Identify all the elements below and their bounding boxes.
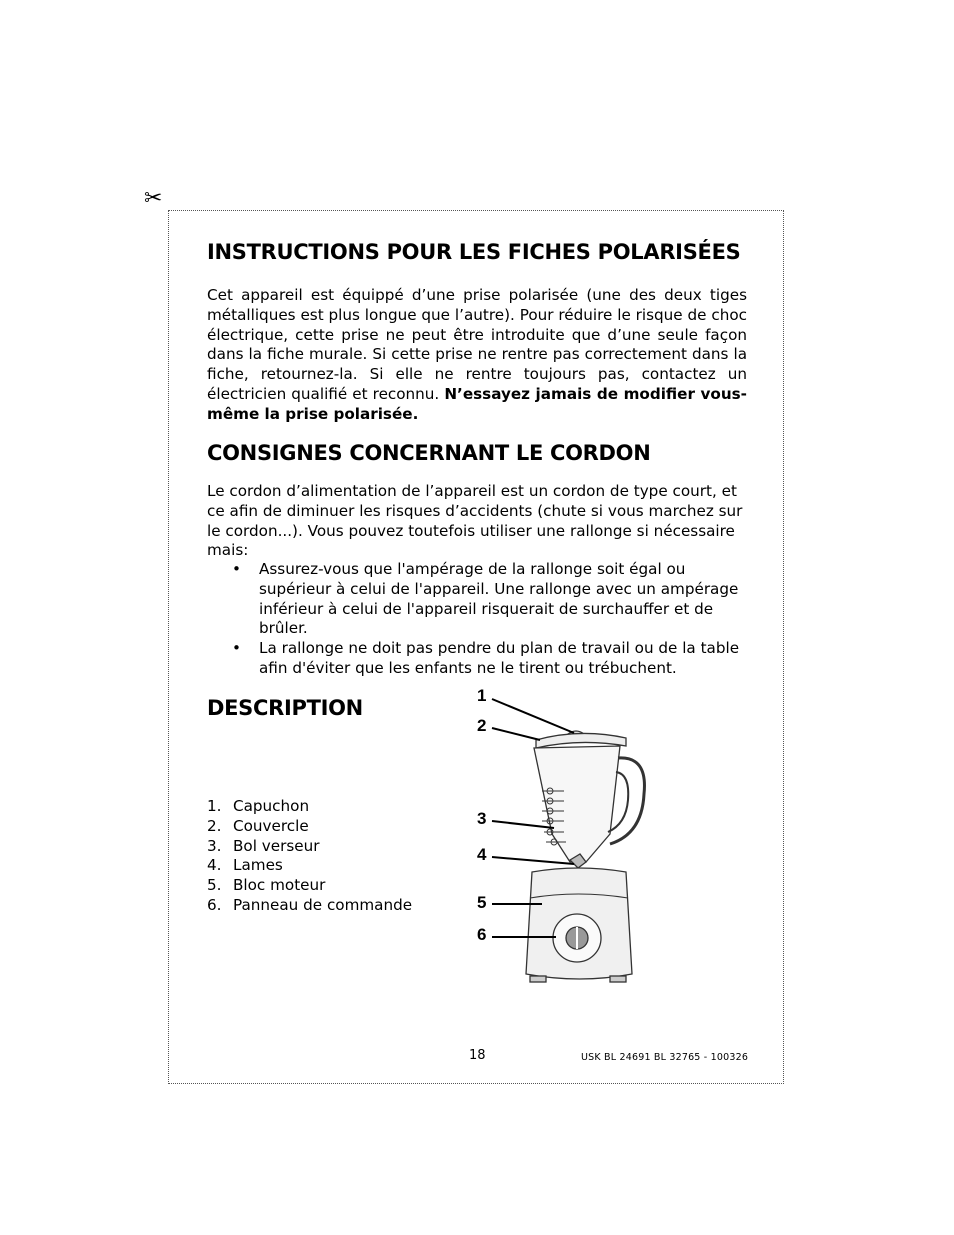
part-number: 4.	[207, 856, 222, 875]
callout-4: 4	[477, 845, 487, 864]
callout-5: 5	[477, 893, 487, 912]
section-title-cord: CONSIGNES CONCERNANT LE CORDON	[207, 441, 651, 465]
bullet-text: Assurez-vous que l'ampérage de la rallonge soit égal ou supérieur à celui de l'appareil. Une rallonge avec un ampérage inférieur à celui de l'appareil risquerait de surchauffer et de brûler.	[259, 560, 739, 638]
part-number: 2.	[207, 816, 222, 835]
polarized-plug-warning: N’essayez jamais de modifier vous-même la prise polarisée.	[207, 384, 747, 423]
part-number: 1.	[207, 797, 222, 815]
jug-shape	[534, 746, 620, 862]
cord-paragraph: Le cordon d’alimentation de l’appareil est un cordon de type court, et ce afin de diminuer les risques d’accidents (chute si vous marchez sur le cordon...). Vous pouvez toutefois utiliser une rallonge si nécessaire mais:	[207, 482, 743, 560]
part-number: 6.	[207, 895, 222, 914]
part-number: 3.	[207, 836, 222, 855]
list-item	[207, 837, 412, 857]
part-label: Panneau de commande	[233, 895, 413, 914]
callout-1: 1	[477, 686, 487, 705]
list-item	[207, 639, 747, 679]
part-label: Couvercle	[233, 816, 309, 835]
list-item	[207, 856, 412, 876]
part-label: Bloc moteur	[233, 876, 326, 895]
polarized-plug-paragraph	[207, 286, 747, 425]
list-item	[207, 876, 412, 896]
part-label: Bol verseur	[233, 836, 320, 855]
list-item	[207, 817, 412, 837]
list-item	[207, 797, 412, 817]
callout-3: 3	[477, 809, 487, 828]
list-item	[207, 896, 412, 916]
section-title-description: DESCRIPTION	[207, 696, 363, 720]
page-number: 18	[469, 1048, 486, 1063]
bullet-icon: •	[232, 639, 241, 658]
document-code: USK BL 24691 BL 32765 - 100326	[581, 1052, 749, 1063]
part-label: Lames	[233, 856, 283, 875]
parts-list	[207, 797, 412, 916]
callout-6: 6	[477, 925, 487, 944]
callout-2: 2	[477, 716, 487, 735]
bullet-icon: •	[232, 560, 241, 578]
cord-bullet-list	[207, 560, 747, 679]
polarized-plug-text: Cet appareil est équippé d’une prise polarisée (une des deux tiges métalliques est plus longue que l’autre). Pour réduire le risque de choc électrique, cette prise ne peut être introduite que d’une seule façon dans la fiche murale. Si cette prise ne rentre pas correctement dans la fiche, retournez-la. Si elle ne rentre toujours pas, contactez un électricien qualifié et reconnu.	[207, 286, 747, 403]
part-number: 5.	[207, 876, 222, 895]
list-item	[207, 560, 747, 639]
scissors-icon: ✂	[144, 186, 163, 211]
section-title-polarized-plugs: INSTRUCTIONS POUR LES FICHES POLARISÉES	[207, 240, 741, 264]
part-label: Capuchon	[233, 797, 310, 815]
bullet-text: La rallonge ne doit pas pendre du plan de travail ou de la table afin d'éviter que les enfants ne le tirent ou trébuchent.	[259, 639, 740, 677]
blender-illustration	[470, 684, 660, 994]
